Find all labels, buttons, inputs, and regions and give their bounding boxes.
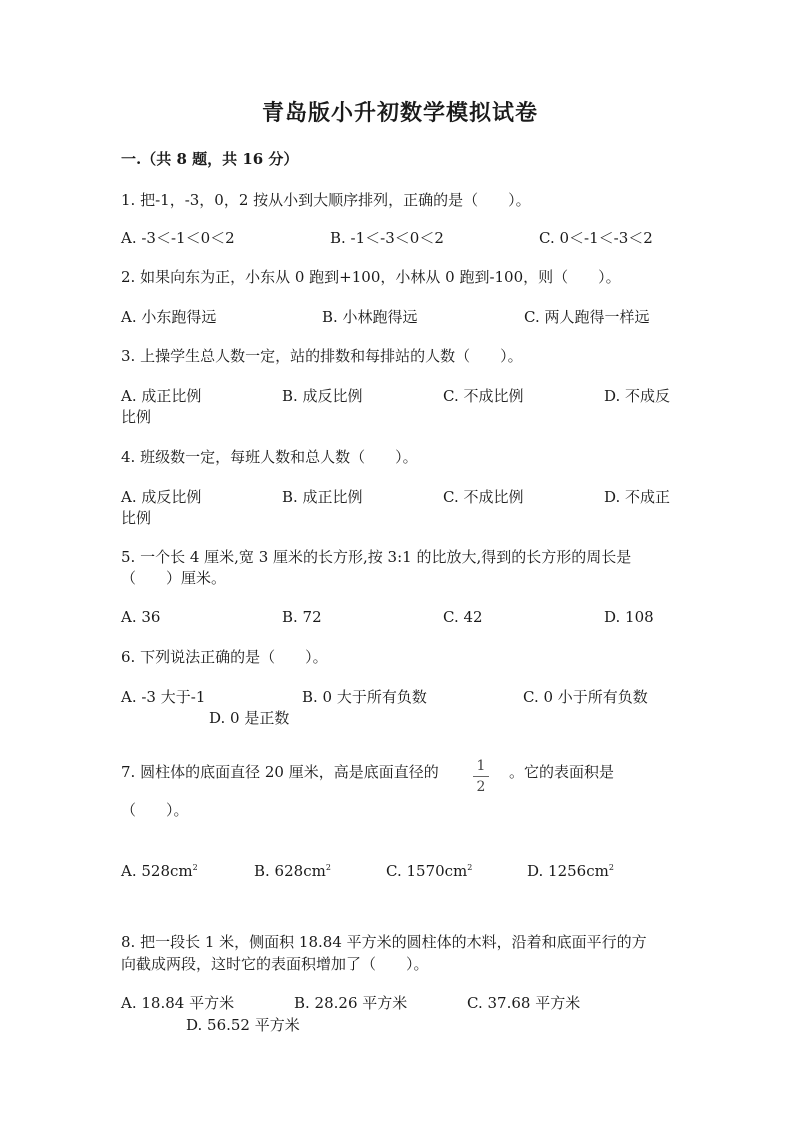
question-6-text: 6. 下列说法正确的是（ ）。 [121,648,328,666]
q6-option-b[interactable]: B. 0 大于所有负数 [302,688,427,706]
q2-option-c[interactable]: C. 两人跑得一样远 [524,308,650,326]
q8-option-b[interactable]: B. 28.26 平方米 [294,994,408,1012]
section-heading: 一.（共 8 题，共 16 分） [121,150,299,168]
q7-option-b[interactable]: B. $628cm^2$ [254,862,331,880]
q3-option-b[interactable]: B. 成反比例 [282,387,363,405]
q3-option-a[interactable]: A. 成正比例 [121,387,202,405]
q8-option-d[interactable]: D. 56.52 平方米 [186,1016,300,1034]
q6-option-d[interactable]: D. 0 是正数 [209,709,290,727]
q1-option-c[interactable]: C. 0＜-1＜-3＜2 [539,229,653,247]
q5-option-c[interactable]: C. 42 [443,608,483,626]
q7-option-a[interactable]: A. $528cm^2$ [121,862,198,880]
q2-option-a[interactable]: A. 小东跑得远 [121,308,217,326]
q8-option-a[interactable]: A. 18.84 平方米 [121,994,235,1012]
question-7-text-tail: 。它的表面积是 [509,763,615,781]
q4-option-d[interactable]: D. 不成正 [604,488,671,506]
fraction-denominator: 2 [476,779,486,795]
question-8-text: 8. 把一段长 1 米，侧面积 18.84 平方米的圆柱体的木料，沿着和底面平行的方 [121,933,647,951]
question-4-text: 4. 班级数一定，每班人数和总人数（ ）。 [121,448,418,466]
q4-option-b[interactable]: B. 成正比例 [282,488,363,506]
q6-option-c[interactable]: C. 0 小于所有负数 [523,688,648,706]
q6-option-a[interactable]: A. -3 大于-1 [121,688,206,706]
q1-option-b[interactable]: B. -1＜-3＜0＜2 [330,229,444,247]
q4-option-d-wrap: 比例 [121,509,152,527]
question-1-text: 1. 把-1，-3，0，2 按从小到大顺序排列，正确的是（ ）。 [121,191,531,209]
q8-option-c[interactable]: C. 37.68 平方米 [467,994,581,1012]
question-3-text: 3. 上操学生总人数一定，站的排数和每排站的人数（ ）。 [121,347,523,365]
q3-option-d[interactable]: D. 不成反 [604,387,671,405]
q7-option-c[interactable]: C. $1570cm^2$ [386,862,473,880]
one-half-fraction [471,759,491,794]
q4-option-a[interactable]: A. 成反比例 [121,488,202,506]
q1-option-a[interactable]: A. -3＜-1＜0＜2 [121,229,235,247]
question-7-text-cont: （ ）。 [121,801,189,819]
question-8-text-cont: 向截成两段，这时它的表面积增加了（ ）。 [121,955,429,973]
q3-option-d-wrap: 比例 [121,408,152,426]
question-5-text: 5. 一个长 4 厘米,宽 3 厘米的长方形,按 3:1 的比放大,得到的长方形的周长是 [121,548,632,566]
fraction-bar [473,776,489,777]
q3-option-c[interactable]: C. 不成比例 [443,387,524,405]
page-title: 青岛版小升初数学模拟试卷 [261,100,538,126]
q4-option-c[interactable]: C. 不成比例 [443,488,524,506]
q2-option-b[interactable]: B. 小林跑得远 [322,308,418,326]
q5-option-a[interactable]: A. 36 [121,608,161,626]
question-7-text: 7. 圆柱体的底面直径 20 厘米，高是底面直径的 [121,763,439,781]
question-2-text: 2. 如果向东为正，小东从 0 跑到+100，小林从 0 跑到-100，则（ ）。 [121,268,621,286]
q7-option-d[interactable]: D. $1256cm^2$ [527,862,614,880]
q5-option-d[interactable]: D. 108 [604,608,654,626]
question-5-text-cont: （ ）厘米。 [121,569,227,587]
q5-option-b[interactable]: B. 72 [282,608,322,626]
fraction-numerator: 1 [476,758,486,774]
